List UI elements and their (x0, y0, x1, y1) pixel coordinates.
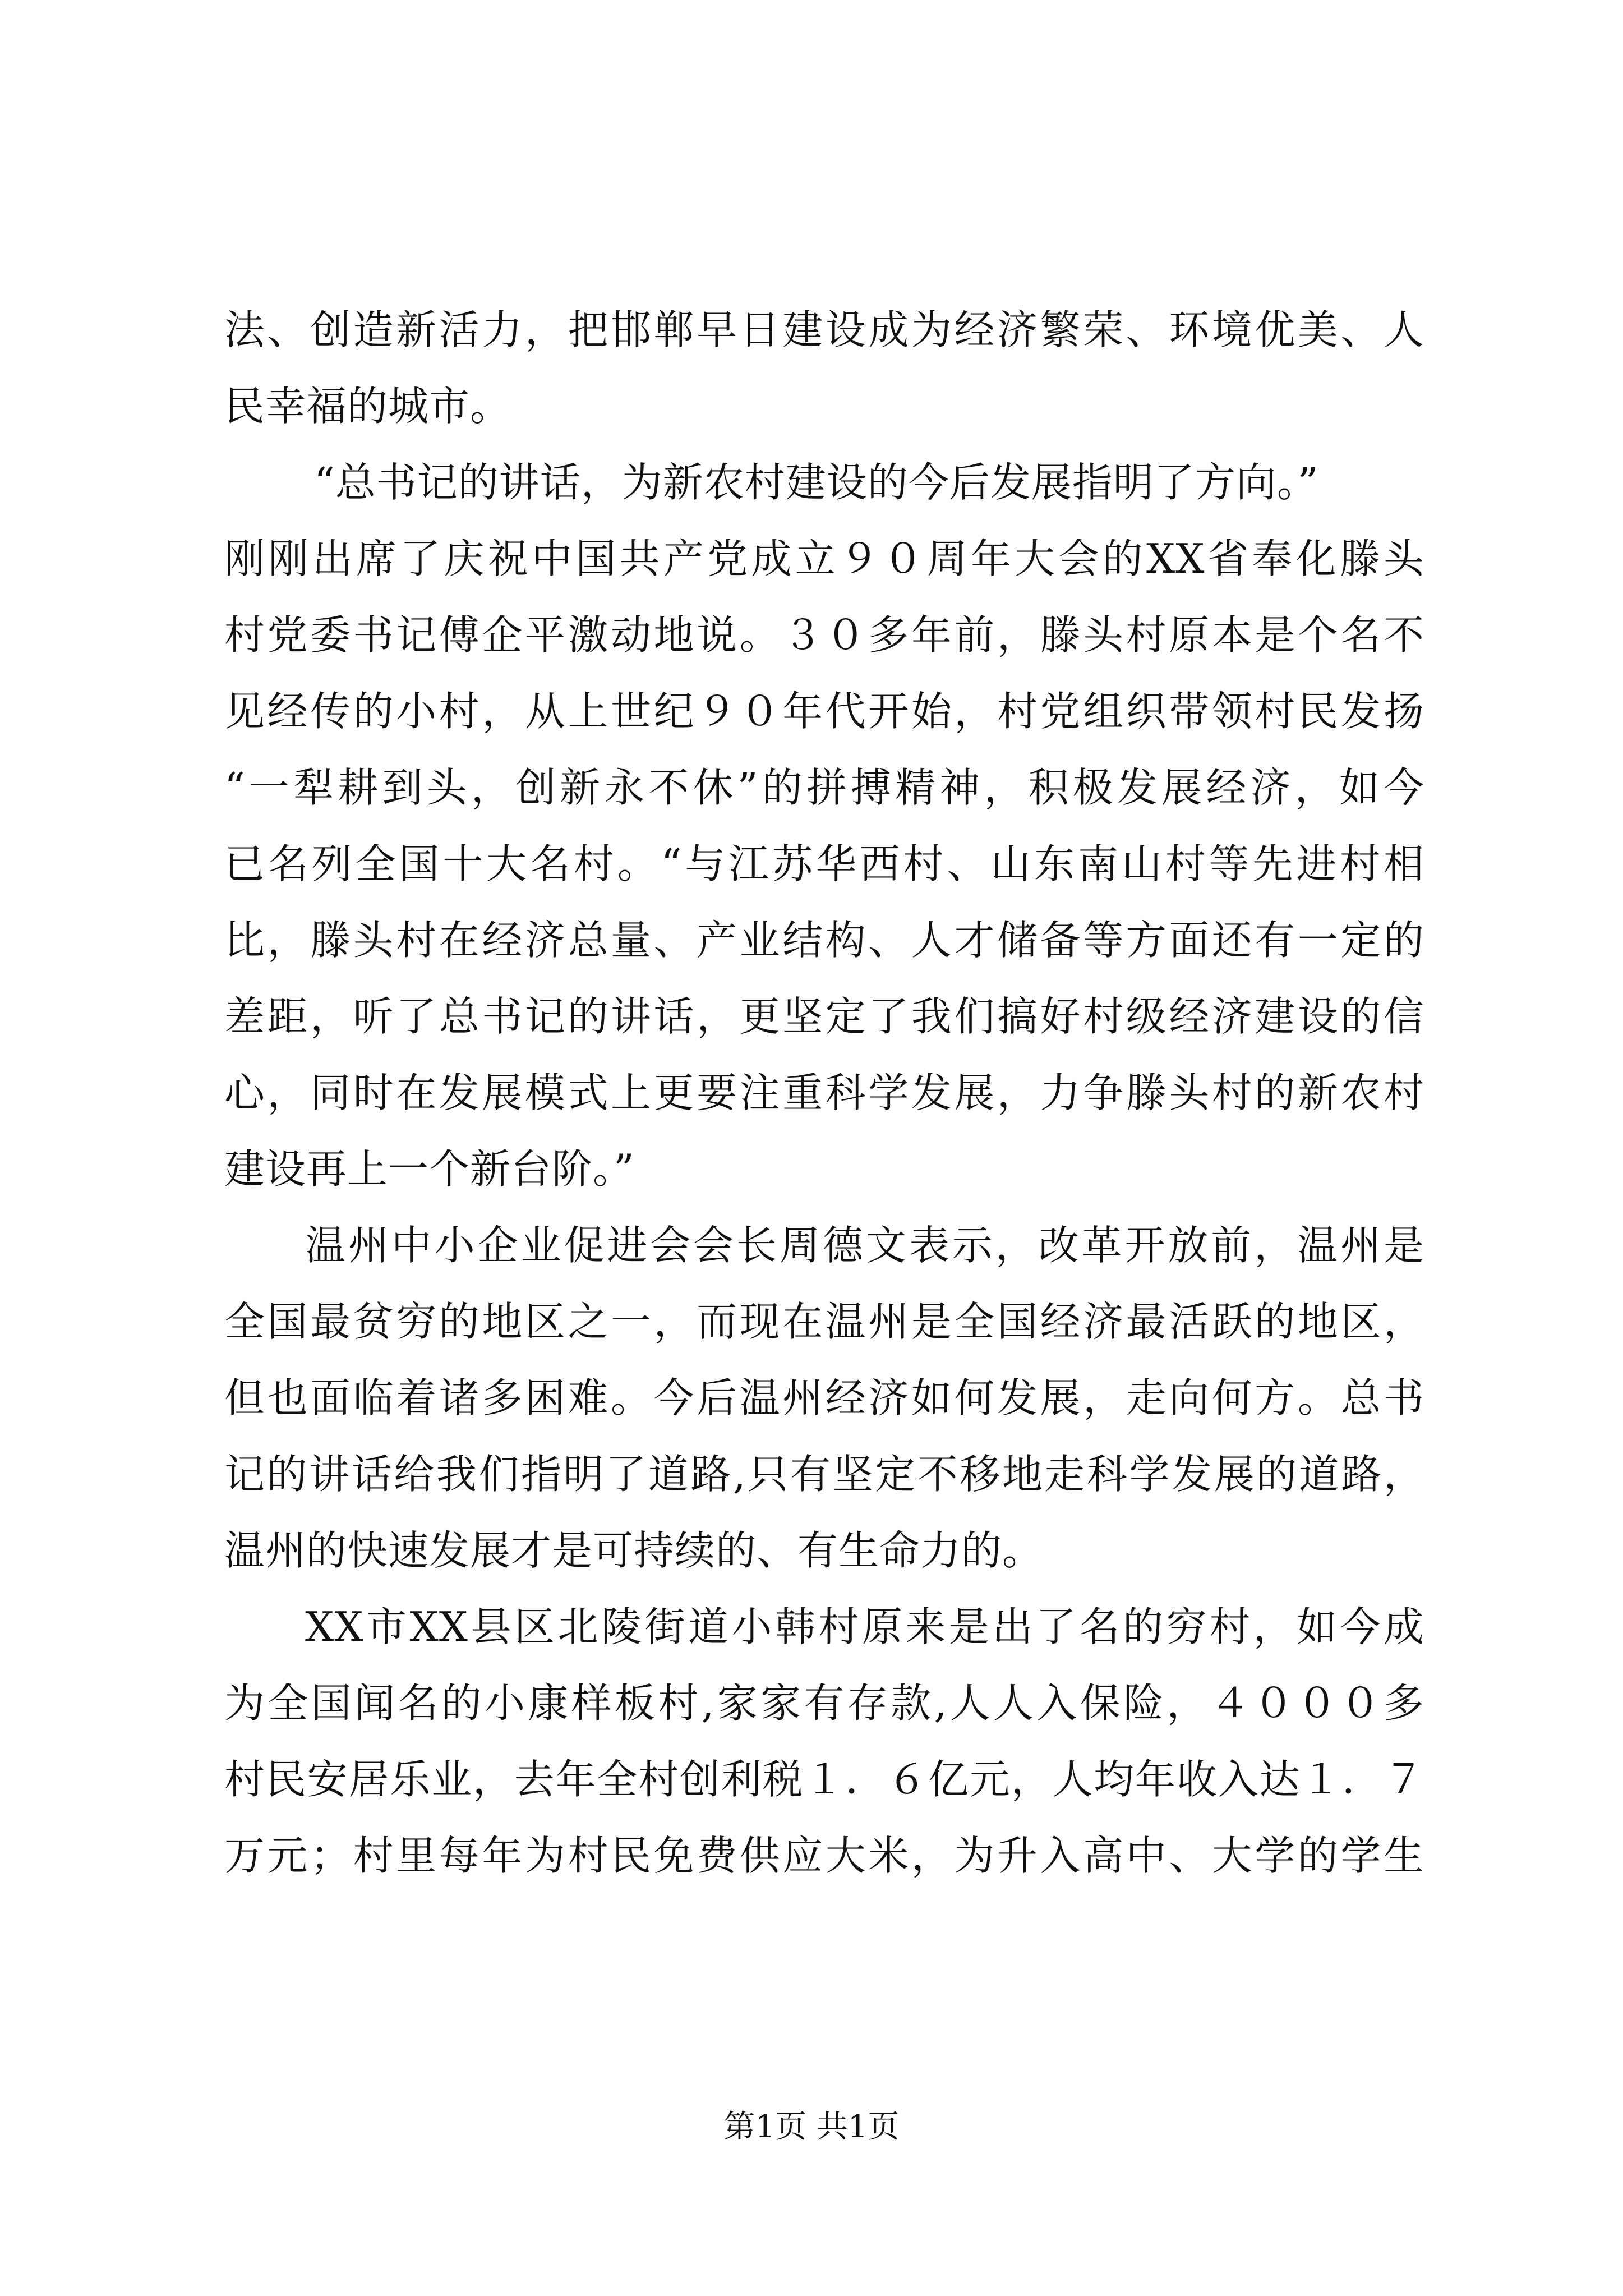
text-line: 记的讲话给我们指明了道路,只有坚定不移地走科学发展的道路， (224, 1451, 1424, 1498)
text-line: 法、创造新活力，把邯郸早日建设成为经济繁荣、环境优美、人 (224, 306, 1424, 353)
document-body (224, 292, 1424, 1894)
page-number-footer: 第1页 共1页 (723, 2109, 900, 2145)
text-line: 温州的快速发展才是可持续的、有生命力的。 (224, 1527, 1044, 1574)
text-line: 差距，听了总书记的讲话，更坚定了我们搞好村级经济建设的信 (224, 993, 1424, 1040)
text-line: 全国最贫穷的地区之一，而现在温州是全国经济最活跃的地区， (224, 1298, 1424, 1345)
text-line: 心，同时在发展模式上更要注重科学发展，力争滕头村的新农村 (224, 1069, 1424, 1116)
text-line: 建设再上一个新台阶。” (224, 1145, 635, 1193)
text-line: 为全国闻名的小康样板村,家家有存款,人人入保险，４０００多 (224, 1680, 1424, 1727)
text-line: 已名列全国十大名村。“与江苏华西村、山东南山村等先进村相 (224, 840, 1424, 887)
text-line: 村党委书记傅企平激动地说。３０多年前，滕头村原本是个名不 (224, 611, 1424, 659)
text-line: 但也面临着诸多困难。今后温州经济如何发展，走向何方。总书 (224, 1374, 1424, 1421)
text-line: 温州中小企业促进会会长周德文表示，改革开放前，温州是 (305, 1222, 1424, 1269)
text-line: “总书记的讲话，为新农村建设的今后发展指明了方向。” (314, 459, 1319, 506)
text-line: 村民安居乐业，去年全村创利税１．６亿元，人均年收入达１．７ (224, 1756, 1424, 1803)
text-line: 比，滕头村在经济总量、产业结构、人才储备等方面还有一定的 (224, 917, 1424, 964)
text-line: 刚刚出席了庆祝中国共产党成立９０周年大会的XX省奉化滕头 (224, 535, 1424, 582)
text-line: 民幸福的城市。 (224, 383, 511, 430)
text-line: “一犁耕到头，创新永不休”的拼搏精神，积极发展经济，如今 (224, 764, 1424, 811)
text-line: 万元；村里每年为村民免费供应大米，为升入高中、大学的学生 (224, 1832, 1424, 1879)
text-line: XX市XX县区北陵街道小韩村原来是出了名的穷村，如今成 (305, 1603, 1424, 1650)
text-line: 见经传的小村，从上世纪９０年代开始，村党组织带领村民发扬 (224, 688, 1424, 735)
